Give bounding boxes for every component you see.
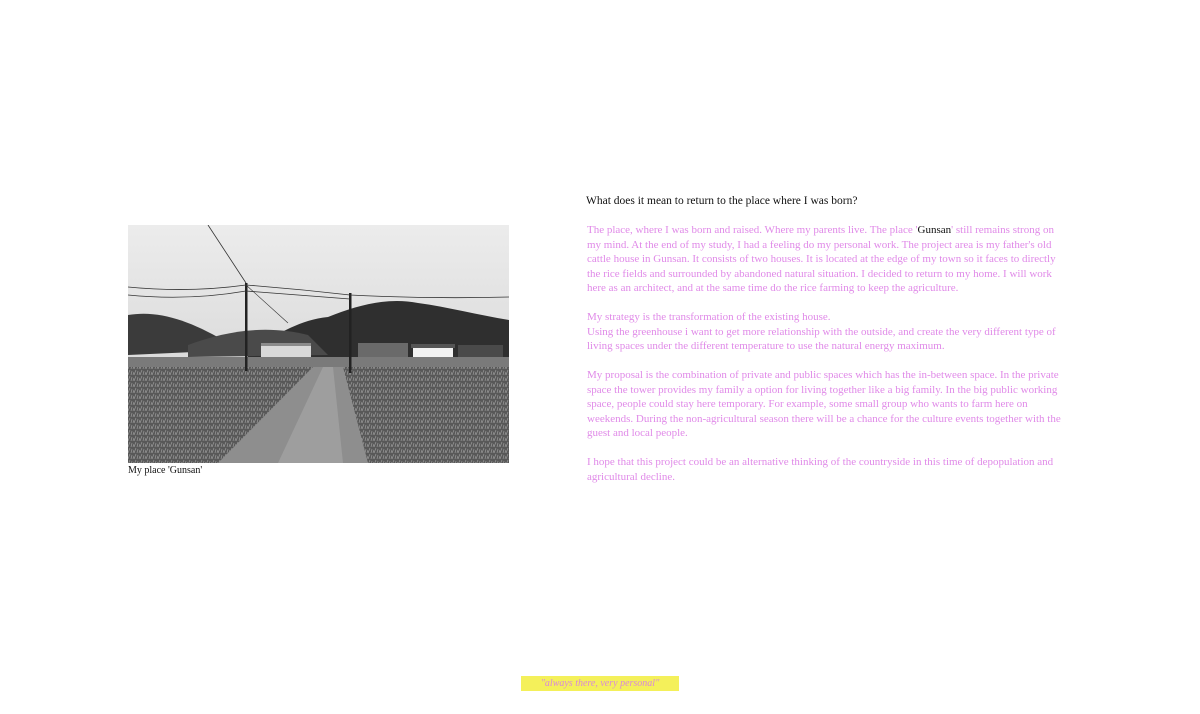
photo-caption: My place 'Gunsan' — [128, 465, 203, 476]
page-heading: What does it mean to return to the place where I was born? — [586, 195, 858, 207]
gunsan-photo — [128, 225, 509, 463]
paragraph-1 — [587, 223, 1069, 296]
paragraph-4: I hope that this project could be an alternative thinking of the countryside in this time of depopulation and agricultural decline. — [587, 456, 1054, 483]
paragraph-3: My proposal is the combination of private and public spaces which has the in-between space. In the private space the tower provides my family a option for living together like a big family. In the big public working space, people could stay here temporary. For example, some small group who wants to farm here on weekends. During the non-agricultural season there will be a chance for the culture events together with the guest and local people. — [587, 369, 1061, 439]
paragraph-1-end: ' still remains strong on my mind. At the end of my study, I had a feeling do my personal work. The project area is my father's old cattle house in Gunsan. It consists of two houses. It is located at the edge of my town so it faces to directly the rice fields and surrounded by abandoned natural situation. I decided to return to my home. I will work here as an architect, and at the same time do the rice farming to keep the agriculture. — [587, 224, 1056, 294]
body-text — [587, 223, 1069, 499]
paragraph-2-line-1: My strategy is the transformation of the existing house. — [587, 311, 831, 323]
tagline-highlight: "always there, very personal" — [521, 676, 679, 691]
gunsan-highlight: Gunsan — [917, 224, 952, 236]
paragraph-2-line-2: Using the greenhouse i want to get more relationship with the outside, and create the very different type of living spaces under the different temperature to use the natural energy maximum. — [587, 325, 1056, 352]
paragraph-2 — [587, 310, 1069, 354]
paragraph-1-start: The place, where I was born and raised. Where my parents live. The place ' — [587, 224, 918, 236]
rural-landscape-photo — [128, 225, 509, 463]
